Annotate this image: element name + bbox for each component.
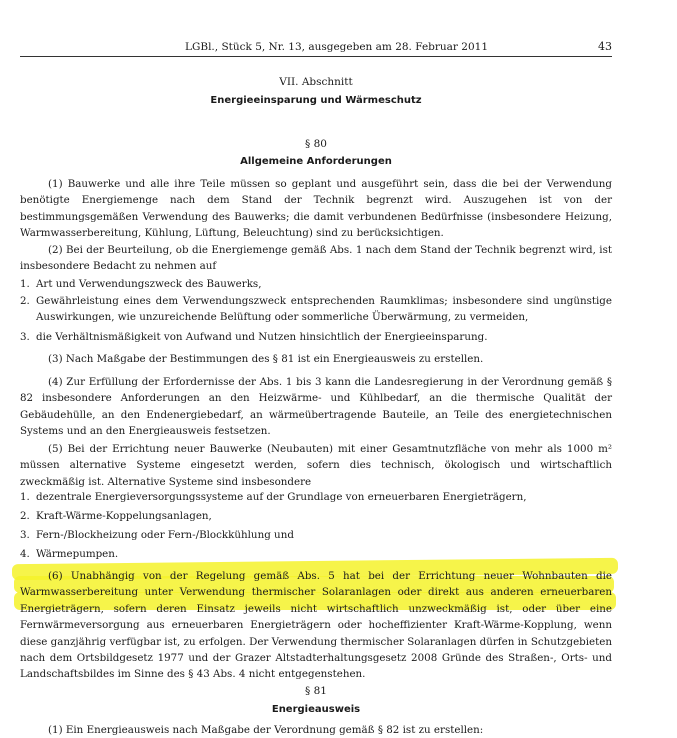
- list-item-text: Art und Verwendungszweck des Bauwerks,: [36, 278, 262, 290]
- list-item-text: Wärmepumpen.: [36, 548, 119, 560]
- list-item: 1. dezentrale Energieversorgungssysteme auf der Grundlage von erneuerbaren Energieträgern,: [20, 491, 527, 503]
- list-item: 2. Kraft-Wärme-Koppelungsanlagen,: [20, 510, 212, 522]
- p80-abs6: (6) Unabhängig von der Regelung gemäß Abs. 5 hat bei der Errichtung neuer Wohnbauten die Warmwasserbereitung unter Verwendung thermischer Solaranlagen oder direkt aus anderen erneuerbaren Energieträgern, sofern deren Einsatz jeweils nicht wirtschaftlich unzweckmäßig ist, oder über eine Fernwärmeversorgung aus erneuerbaren Energieträgern oder hocheffizienter Kraft-Wärme-Kopplung, wenn diese ganzjährig verfügbar ist, zu erfolgen. Der Verwendung thermischer Solaranlagen dürfen in Schutzgebieten nach dem Ortsbildgesetz 1977 und der Grazer Altstadterhaltungsgesetz 2008 Gründe des Straßen-, Orts- und Landschaftsbildes im Sinne des § 43 Abs. 4 nicht entgegenstehen.: [20, 570, 612, 681]
- list-item: 1. Art und Verwendungszweck des Bauwerks,: [20, 278, 262, 290]
- header-title: LGBl., Stück 5, Nr. 13, ausgegeben am 28. Februar 2011: [185, 41, 488, 53]
- section-label: VII. Abschnitt: [279, 76, 353, 88]
- page-header: [20, 40, 612, 57]
- list-item: 3. Fern-/Blockheizung oder Fern-/Blockkühlung und: [20, 529, 294, 541]
- list-item-text: Kraft-Wärme-Koppelungsanlagen,: [36, 510, 212, 522]
- p80-abs2: (2) Bei der Beurteilung, ob die Energiemenge gemäß Abs. 1 nach dem Stand der Technik begrenzt wird, ist insbesondere Bedacht zu nehmen auf: [20, 244, 612, 273]
- paragraph-81-label: § 81: [305, 685, 327, 697]
- page-number: 43: [598, 40, 612, 53]
- list-item: 2. Gewährleistung eines dem Verwendungszweck entsprechenden Raumklimas; insbesondere sind ungünstige Auswirkungen, wie unzureichende Belüftung oder sommerliche Überwärmung, zu vermeiden,: [20, 295, 612, 324]
- p80-abs5: (5) Bei der Errichtung neuer Bauwerke (Neubauten) mit einer Gesamtnutzfläche von mehr als 1000 m² müssen alternative Systeme eingesetzt werden, sofern dies technisch, ökologisch und wirtschaftlich zweckmäßig ist. Alternative Systeme sind insbesondere: [20, 443, 612, 488]
- paragraph-80-label: § 80: [305, 138, 327, 150]
- list-item-text: Gewährleistung eines dem Verwendungszweck entsprechenden Raumklimas; insbesondere sind ungünstige Auswirkungen, wie unzureichende Belüftung oder sommerliche Überwärmung, zu vermeiden,: [36, 295, 612, 324]
- p81-abs1: (1) Ein Energieausweis nach Maßgabe der Verordnung gemäß § 82 ist zu erstellen:: [48, 724, 484, 736]
- section-title: Energieeinsparung und Wärmeschutz: [210, 95, 422, 106]
- paragraph-80-title: Allgemeine Anforderungen: [240, 156, 392, 167]
- list-item-text: Fern-/Blockheizung oder Fern-/Blockkühlung und: [36, 529, 294, 541]
- list-item: 4. Wärmepumpen.: [20, 548, 119, 560]
- list-item-text: die Verhältnismäßigkeit von Aufwand und Nutzen hinsichtlich der Energieeinsparung.: [36, 331, 488, 343]
- list-item-text: dezentrale Energieversorgungssysteme auf der Grundlage von erneuerbaren Energieträgern,: [36, 491, 527, 503]
- p80-abs3: (3) Nach Maßgabe der Bestimmungen des § 81 ist ein Energieausweis zu erstellen.: [48, 353, 484, 365]
- p80-abs4: (4) Zur Erfüllung der Erfordernisse der Abs. 1 bis 3 kann die Landesregierung in der Verordnung gemäß § 82 insbesondere Anforderungen an den Heizwärme- und Kühlbedarf, an die thermische Qualität der Gebäudehülle, an den Endenergiebedarf, an wärmeübertragende Bauteile, an Teile des energietechnischen Systems und an den Energieausweis festsetzen.: [20, 376, 612, 438]
- p80-abs1: (1) Bauwerke und alle ihre Teile müssen so geplant und ausgeführt sein, dass die bei der Verwendung benötigte Energiemenge nach dem Stand der Technik begrenzt wird. Auszugehen ist von der bestimmungsgemäßen Verwendung des Bauwerks; die damit verbundenen Bedürfnisse (insbesondere Heizung, Warmwasserbereitung, Kühlung, Lüftung, Beleuchtung) sind zu berücksichtigen.: [20, 178, 612, 240]
- list-item: 3. die Verhältnismäßigkeit von Aufwand und Nutzen hinsichtlich der Energieeinsparung.: [20, 331, 488, 343]
- paragraph-81-title: Energieausweis: [271, 704, 361, 715]
